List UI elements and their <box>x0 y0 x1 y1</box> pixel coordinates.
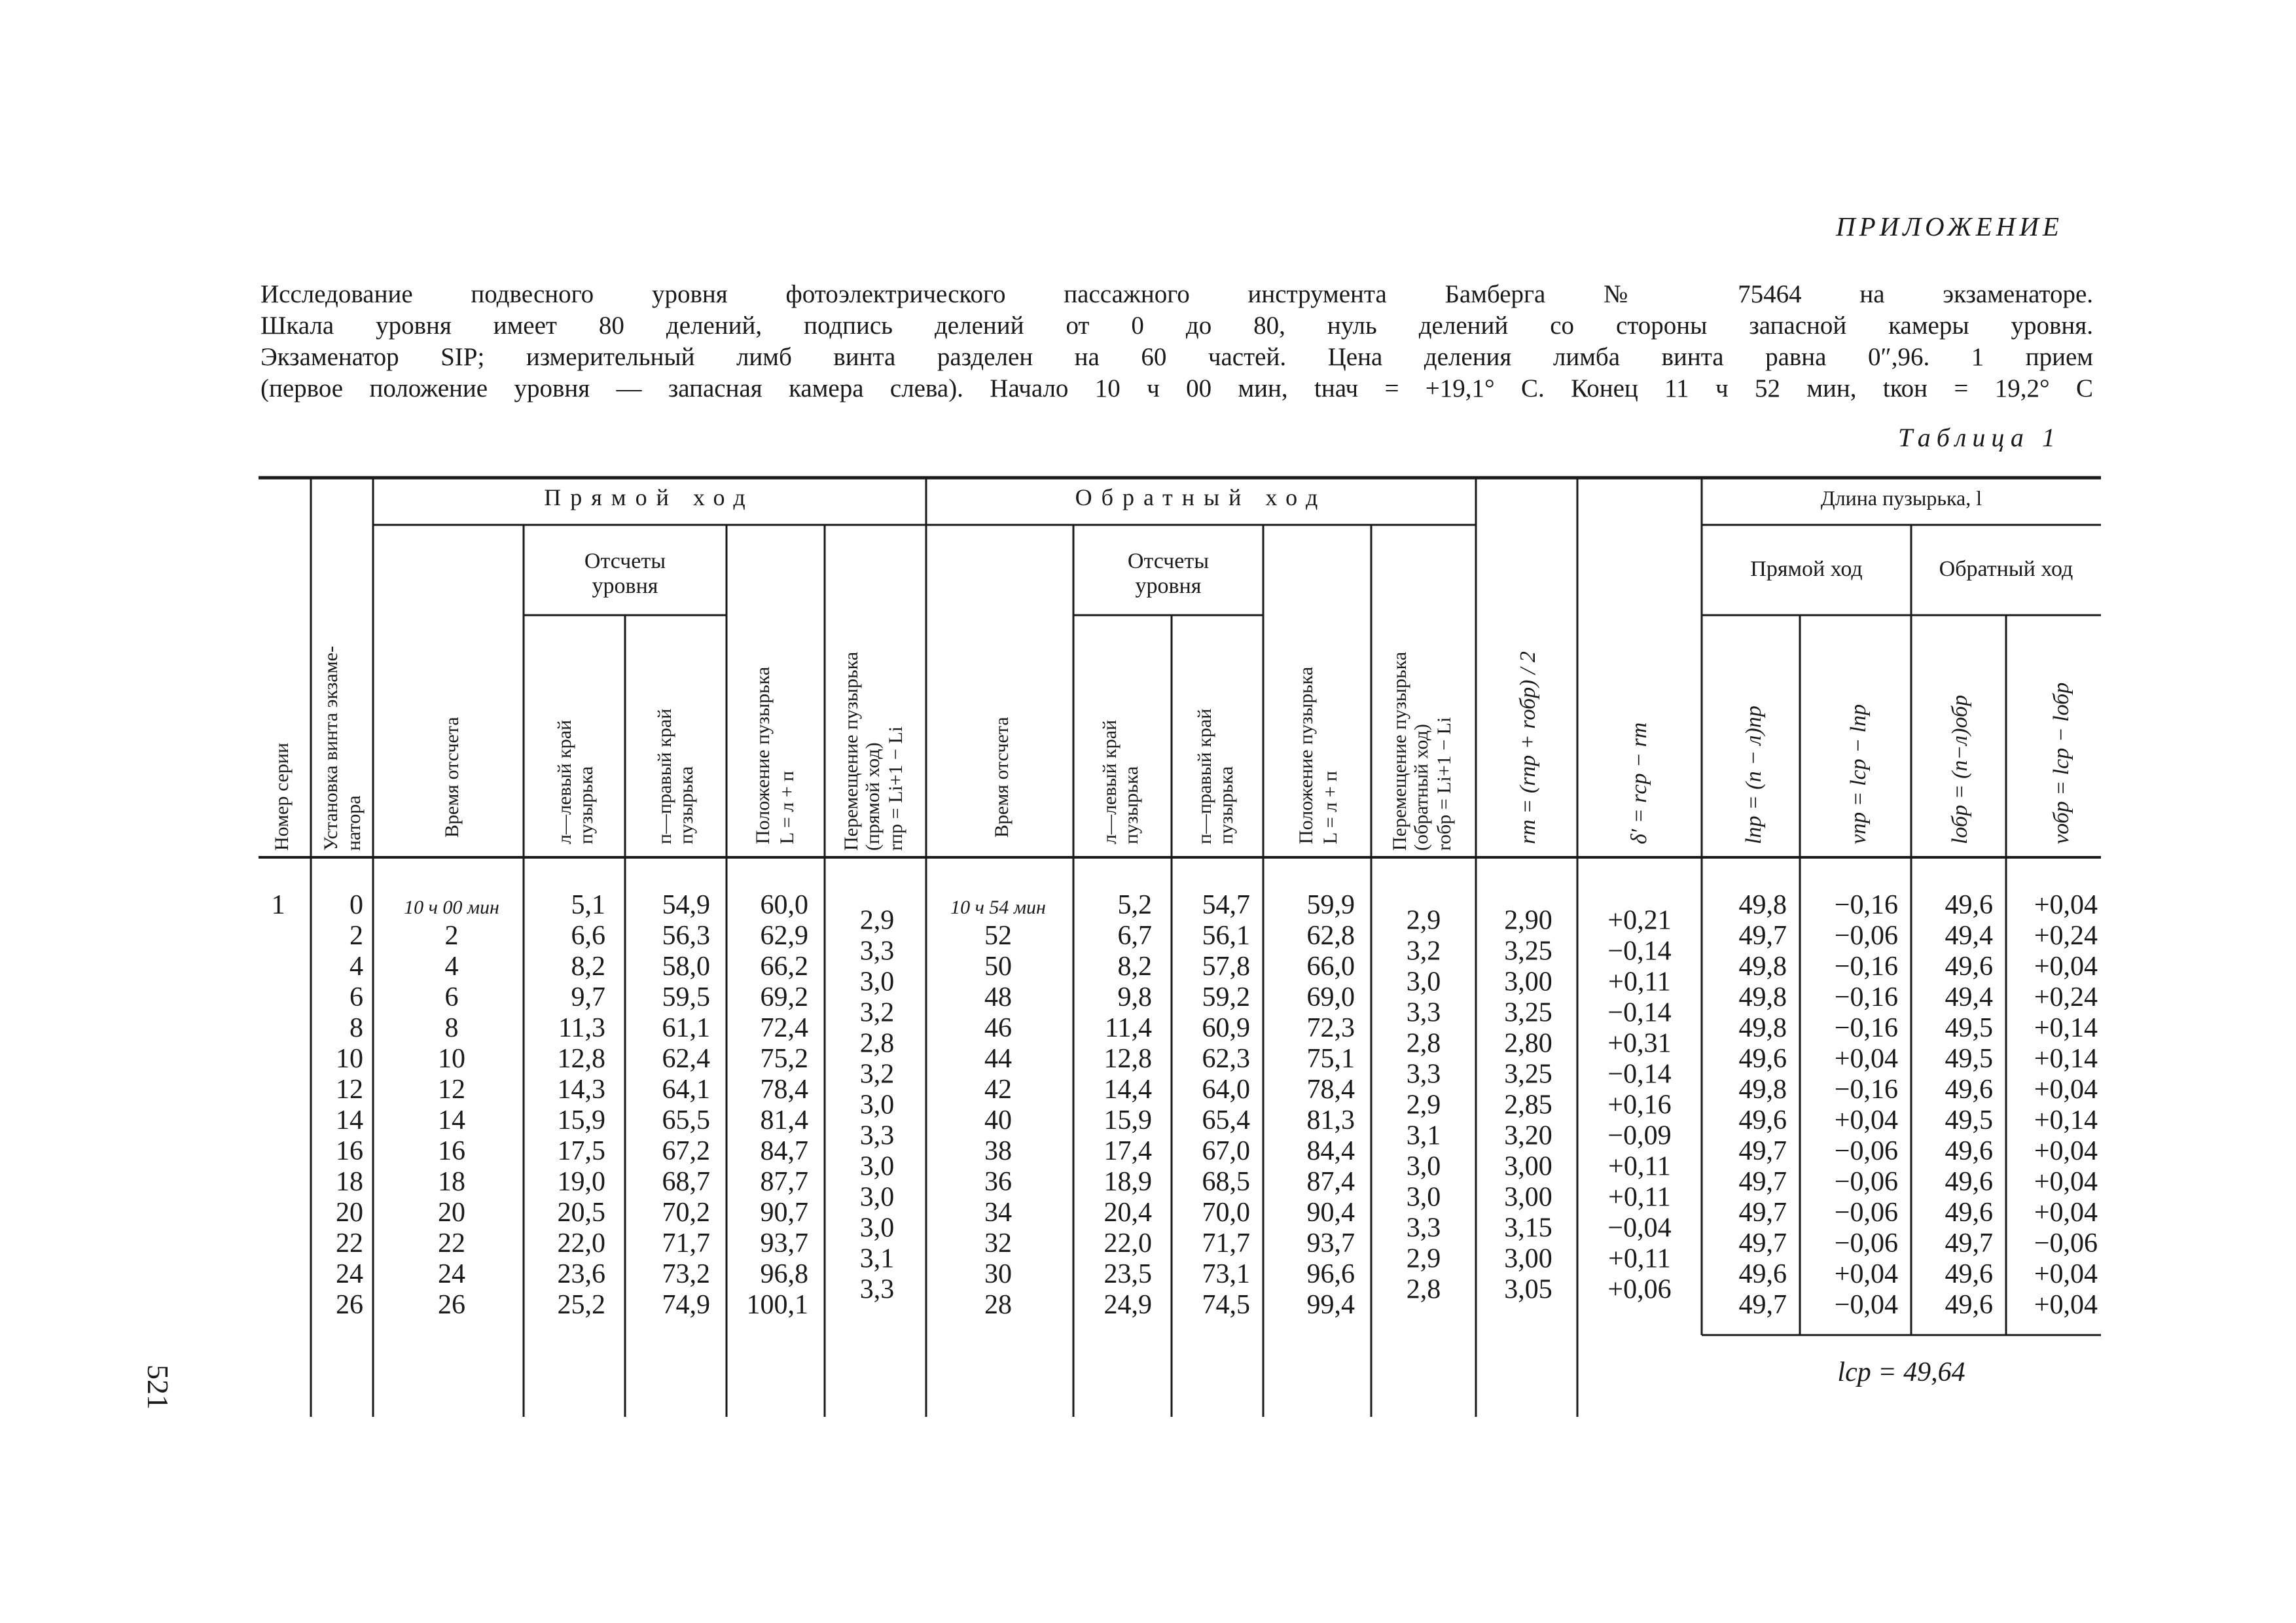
bl-reverse-header: Обратный ход <box>1939 557 2073 581</box>
left-edge-reverse-cell: 20,4 <box>1103 1198 1152 1228</box>
left-edge-reverse-cell: 6,7 <box>1117 921 1152 951</box>
right-edge-direct-cell: 62,4 <box>662 1044 710 1074</box>
time-direct-cell: 6 <box>444 982 459 1012</box>
position-direct-cell: 87,7 <box>760 1167 808 1197</box>
vobr-cell: +0,04 <box>2034 1259 2098 1289</box>
shift-direct-cell: 3,0 <box>859 1213 895 1243</box>
position-reverse-cell: 87,4 <box>1306 1167 1355 1197</box>
right-edge-reverse-cell: 71,7 <box>1202 1228 1250 1258</box>
time-reverse-cell: 50 <box>984 952 1012 982</box>
time-direct-cell: 26 <box>438 1290 465 1320</box>
vobr-cell: +0,04 <box>2034 1290 2098 1320</box>
time-direct-cell: 14 <box>438 1105 465 1135</box>
vobr-cell: +0,14 <box>2034 1013 2098 1043</box>
position-reverse-cell: 69,0 <box>1306 982 1355 1012</box>
lpr-cell: 49,7 <box>1738 921 1787 951</box>
screw-setting-cell: 16 <box>336 1136 363 1166</box>
right-edge-direct-cell: 59,5 <box>662 982 710 1012</box>
rm-cell: 2,85 <box>1504 1090 1552 1120</box>
shift-direct-cell: 3,2 <box>859 997 895 1028</box>
vpr-formula-header: vпр = lср − lпр <box>1846 704 1871 844</box>
intro-line: Шкала уровня имеет 80 делений, подпись делений от 0 до 80, нуль делений со стороны запасной камеры уровня. <box>260 312 2093 340</box>
time-direct-cell: 4 <box>444 952 459 982</box>
position-reverse-cell: 84,4 <box>1306 1136 1355 1166</box>
left-edge-direct-cell: 19,0 <box>557 1167 605 1197</box>
level-readings-header: уровня <box>1135 574 1202 598</box>
lpr-cell: 49,8 <box>1738 1013 1787 1043</box>
lpr-cell: 49,6 <box>1738 1105 1787 1135</box>
vobr-cell: +0,14 <box>2034 1044 2098 1074</box>
time-reverse-cell: 30 <box>984 1259 1012 1289</box>
right-edge-reverse-cell: 64,0 <box>1202 1075 1250 1105</box>
time-direct-cell: 20 <box>438 1198 465 1228</box>
vpr-cell: −0,06 <box>1834 1198 1898 1228</box>
lobr-cell: 49,4 <box>1945 982 1993 1012</box>
time-reverse-cell: 42 <box>984 1075 1012 1105</box>
left-edge-reverse-cell: 5,2 <box>1117 890 1152 920</box>
delta-cell: +0,31 <box>1607 1028 1672 1059</box>
shift-direct-cell: 3,0 <box>859 1090 895 1120</box>
screw-setting-cell: 22 <box>336 1228 363 1258</box>
shift-direct-cell: 3,1 <box>859 1243 895 1274</box>
level-readings-header: уровня <box>592 574 658 598</box>
lpr-cell: 49,6 <box>1738 1259 1787 1289</box>
screw-setting-cell: 4 <box>350 952 363 982</box>
rm-formula-header: rm = (rпр + rобр) / 2 <box>1516 651 1540 844</box>
left-edge-reverse-cell: 8,2 <box>1117 952 1152 982</box>
right-edge-header: пузырька <box>675 766 697 844</box>
rm-cell: 3,00 <box>1504 1151 1552 1182</box>
delta-cell: +0,11 <box>1608 1243 1671 1274</box>
left-edge-header: л—левый край <box>1099 719 1121 844</box>
position-reverse-cell: 90,4 <box>1306 1198 1355 1228</box>
screw-setting-cell: 10 <box>336 1044 363 1074</box>
right-edge-reverse-cell: 68,5 <box>1202 1167 1250 1197</box>
vpr-cell: −0,06 <box>1834 921 1898 951</box>
right-edge-reverse-cell: 74,5 <box>1202 1290 1250 1320</box>
shift-reverse-cell: 3,0 <box>1406 1182 1441 1213</box>
vobr-cell: +0,14 <box>2034 1105 2098 1135</box>
rm-cell: 3,00 <box>1504 1182 1552 1213</box>
rm-cell: 2,90 <box>1504 905 1552 936</box>
delta-cell: +0,21 <box>1607 905 1672 936</box>
lpr-cell: 49,8 <box>1738 952 1787 982</box>
position-direct-cell: 78,4 <box>760 1075 808 1105</box>
left-edge-reverse-cell: 18,9 <box>1103 1167 1152 1197</box>
right-edge-reverse-cell: 73,1 <box>1202 1259 1250 1289</box>
time-reverse-cell: 40 <box>984 1105 1012 1135</box>
time-reverse-cell: 32 <box>984 1228 1012 1258</box>
shift-direct-cell: 3,3 <box>859 936 895 967</box>
position-direct-cell: 69,2 <box>760 982 808 1012</box>
screw-setting-cell: 24 <box>336 1259 363 1289</box>
left-edge-direct-cell: 23,6 <box>557 1259 605 1289</box>
delta-cell: +0,11 <box>1608 1182 1671 1213</box>
left-edge-direct-cell: 6,6 <box>571 921 605 951</box>
rm-cell: 3,00 <box>1504 967 1552 997</box>
right-edge-direct-cell: 56,3 <box>662 921 710 951</box>
position-direct-cell: 66,2 <box>760 952 808 982</box>
delta-cell: −0,14 <box>1607 936 1672 967</box>
lobr-cell: 49,6 <box>1945 1136 1993 1166</box>
rm-cell: 2,80 <box>1504 1028 1552 1059</box>
position-reverse-cell: 93,7 <box>1306 1228 1355 1258</box>
left-edge-reverse-cell: 24,9 <box>1103 1290 1152 1320</box>
shift-reverse-cell: 2,9 <box>1406 1243 1441 1274</box>
screw-setting-cell: 20 <box>336 1198 363 1228</box>
position-header: L = л + п <box>776 770 798 844</box>
delta-cell: +0,11 <box>1608 967 1671 997</box>
screw-setting-cell: 6 <box>350 982 363 1012</box>
time-header: Время отсчета <box>991 717 1013 838</box>
position-direct-cell: 100,1 <box>746 1290 808 1320</box>
screw-setting-header: Установка винта экзаме- <box>320 646 342 851</box>
series-number: 1 <box>271 890 285 920</box>
shift-reverse-cell: 3,2 <box>1406 936 1441 967</box>
right-edge-header: п—правый край <box>1194 708 1215 844</box>
right-edge-reverse-cell: 59,2 <box>1202 982 1250 1012</box>
lobr-cell: 49,7 <box>1945 1228 1993 1258</box>
delta-cell: −0,04 <box>1607 1213 1672 1243</box>
right-edge-reverse-cell: 56,1 <box>1202 921 1250 951</box>
lobr-cell: 49,6 <box>1945 1075 1993 1105</box>
bl-direct-header: Прямой ход <box>1750 557 1863 581</box>
left-edge-direct-cell: 20,5 <box>557 1198 605 1228</box>
position-reverse-cell: 72,3 <box>1306 1013 1355 1043</box>
left-edge-direct-cell: 9,7 <box>571 982 605 1012</box>
right-edge-direct-cell: 70,2 <box>662 1198 710 1228</box>
position-direct-cell: 93,7 <box>760 1228 808 1258</box>
time-reverse-cell: 44 <box>984 1044 1012 1074</box>
position-header: Положение пузырька <box>752 666 774 844</box>
position-reverse-cell: 59,9 <box>1306 890 1355 920</box>
shift-direct-cell: 3,3 <box>859 1274 895 1305</box>
lobr-cell: 49,4 <box>1945 921 1993 951</box>
shift-reverse-cell: 3,0 <box>1406 967 1441 997</box>
level-readings-header: Отсчеты <box>1127 549 1210 573</box>
shift-direct-cell: 3,0 <box>859 1182 895 1213</box>
right-edge-direct-cell: 65,5 <box>662 1105 710 1135</box>
left-edge-header: л—левый край <box>554 719 575 844</box>
vobr-cell: +0,04 <box>2034 1167 2098 1197</box>
left-edge-direct-cell: 25,2 <box>557 1290 605 1320</box>
right-edge-reverse-cell: 60,9 <box>1202 1013 1250 1043</box>
time-direct-cell: 22 <box>438 1228 465 1258</box>
lpr-cell: 49,6 <box>1738 1044 1787 1074</box>
position-direct-cell: 72,4 <box>760 1013 808 1043</box>
left-edge-direct-cell: 11,3 <box>558 1013 605 1043</box>
right-edge-direct-cell: 73,2 <box>662 1259 710 1289</box>
left-edge-direct-cell: 17,5 <box>557 1136 605 1166</box>
table-label: Таблица 1 <box>1898 423 2061 452</box>
shift-direct-header: (прямой ход) <box>862 742 884 851</box>
left-edge-reverse-cell: 22,0 <box>1103 1228 1152 1258</box>
time-direct-cell: 24 <box>438 1259 465 1289</box>
shift-direct-cell: 3,0 <box>859 967 895 997</box>
right-edge-direct-cell: 54,9 <box>662 890 710 920</box>
screw-setting-cell: 14 <box>336 1105 363 1135</box>
delta-cell: +0,06 <box>1607 1274 1672 1305</box>
position-direct-cell: 96,8 <box>760 1259 808 1289</box>
time-reverse-cell: 46 <box>984 1013 1012 1043</box>
shift-reverse-cell: 3,3 <box>1406 1059 1441 1090</box>
right-edge-reverse-cell: 54,7 <box>1202 890 1250 920</box>
lobr-cell: 49,5 <box>1945 1013 1993 1043</box>
screw-setting-cell: 26 <box>336 1290 363 1320</box>
lobr-cell: 49,6 <box>1945 1290 1993 1320</box>
shift-reverse-header: Перемещение пузырька <box>1389 651 1410 851</box>
right-edge-reverse-cell: 65,4 <box>1202 1105 1250 1135</box>
shift-reverse-header: rобр = Li+1 − Li <box>1433 717 1455 851</box>
left-edge-direct-cell: 22,0 <box>557 1228 605 1258</box>
screw-setting-cell: 2 <box>350 921 363 951</box>
right-edge-direct-cell: 64,1 <box>662 1075 710 1105</box>
right-edge-direct-cell: 68,7 <box>662 1167 710 1197</box>
position-reverse-cell: 62,8 <box>1306 921 1355 951</box>
lobr-cell: 49,6 <box>1945 890 1993 920</box>
position-reverse-cell: 78,4 <box>1306 1075 1355 1105</box>
shift-reverse-cell: 3,1 <box>1406 1120 1441 1151</box>
table-body <box>336 890 2098 1320</box>
vpr-cell: −0,16 <box>1834 1013 1898 1043</box>
series-number-header: Номер серии <box>271 743 293 851</box>
rm-cell: 3,25 <box>1504 997 1552 1028</box>
reverse-run-header: Обратный ход <box>1075 484 1327 510</box>
left-edge-direct-cell: 15,9 <box>557 1105 605 1135</box>
lpr-cell: 49,7 <box>1738 1167 1787 1197</box>
shift-reverse-cell: 3,3 <box>1406 1213 1441 1243</box>
delta-cell: −0,14 <box>1607 997 1672 1028</box>
delta-cell: +0,11 <box>1608 1151 1671 1182</box>
vobr-cell: +0,04 <box>2034 1198 2098 1228</box>
vobr-cell: +0,04 <box>2034 1075 2098 1105</box>
direct-run-header: Прямой ход <box>544 484 755 510</box>
vpr-cell: +0,04 <box>1834 1044 1898 1074</box>
screw-setting-cell: 0 <box>350 890 363 920</box>
time-direct-cell: 10 <box>438 1044 465 1074</box>
appendix-title: ПРИЛОЖЕНИЕ <box>1836 211 2063 241</box>
lpr-cell: 49,7 <box>1738 1290 1787 1320</box>
time-header: Время отсчета <box>441 717 463 838</box>
lobr-cell: 49,5 <box>1945 1044 1993 1074</box>
shift-direct-cell: 3,0 <box>859 1151 895 1182</box>
vpr-cell: +0,04 <box>1834 1105 1898 1135</box>
time-direct-cell: 2 <box>444 921 459 951</box>
vpr-cell: −0,04 <box>1834 1290 1898 1320</box>
position-direct-cell: 84,7 <box>760 1136 808 1166</box>
lpr-cell: 49,7 <box>1738 1228 1787 1258</box>
right-edge-direct-cell: 74,9 <box>662 1290 710 1320</box>
vobr-cell: +0,04 <box>2034 952 2098 982</box>
shift-reverse-cell: 2,8 <box>1406 1274 1441 1305</box>
left-edge-reverse-cell: 15,9 <box>1103 1105 1152 1135</box>
position-direct-cell: 62,9 <box>760 921 808 951</box>
delta-cell: +0,16 <box>1607 1090 1672 1120</box>
screw-setting-cell: 12 <box>336 1075 363 1105</box>
shift-direct-header: rпр = Li+1 − Li <box>885 726 906 851</box>
lobr-cell: 49,6 <box>1945 1167 1993 1197</box>
rm-cell: 3,00 <box>1504 1243 1552 1274</box>
left-edge-reverse-cell: 11,4 <box>1105 1013 1152 1043</box>
delta-cell: −0,09 <box>1607 1120 1672 1151</box>
shift-reverse-header: (обратный ход) <box>1410 724 1432 851</box>
right-edge-direct-cell: 61,1 <box>662 1013 710 1043</box>
time-direct-cell: 18 <box>438 1167 465 1197</box>
intro-line: Экзаменатор SIP; измерительный лимб винта разделен на 60 частей. Цена деления лимба винта равна 0″,96. 1 прием <box>260 343 2093 371</box>
time-reverse-cell: 52 <box>984 921 1012 951</box>
level-readings-header: Отсчеты <box>584 549 666 573</box>
left-edge-header: пузырька <box>575 766 597 844</box>
left-edge-header: пузырька <box>1121 766 1142 844</box>
page-number: 521 <box>141 1364 175 1410</box>
time-reverse-cell: 38 <box>984 1136 1012 1166</box>
shift-direct-cell: 2,9 <box>859 905 895 936</box>
vpr-cell: −0,16 <box>1834 982 1898 1012</box>
position-direct-cell: 90,7 <box>760 1198 808 1228</box>
shift-reverse-cell: 3,3 <box>1406 997 1441 1028</box>
position-direct-cell: 60,0 <box>760 890 808 920</box>
mean-bubble-length: lср = 49,64 <box>1837 1357 1965 1387</box>
lpr-cell: 49,7 <box>1738 1198 1787 1228</box>
lobr-cell: 49,6 <box>1945 952 1993 982</box>
right-edge-reverse-cell: 67,0 <box>1202 1136 1250 1166</box>
shift-reverse-cell: 2,9 <box>1406 905 1441 936</box>
rm-cell: 3,05 <box>1504 1274 1552 1305</box>
left-edge-reverse-cell: 12,8 <box>1103 1044 1152 1074</box>
position-direct-cell: 75,2 <box>760 1044 808 1074</box>
vobr-cell: −0,06 <box>2034 1228 2098 1258</box>
shift-reverse-cell: 2,9 <box>1406 1090 1441 1120</box>
left-edge-direct-cell: 8,2 <box>571 952 605 982</box>
right-edge-reverse-cell: 62,3 <box>1202 1044 1250 1074</box>
lpr-cell: 49,8 <box>1738 982 1787 1012</box>
rm-cell: 3,25 <box>1504 936 1552 967</box>
screw-setting-cell: 8 <box>350 1013 363 1043</box>
shift-direct-header: Перемещение пузырька <box>840 651 862 851</box>
vpr-cell: +0,04 <box>1834 1259 1898 1289</box>
position-reverse-cell: 96,6 <box>1306 1259 1355 1289</box>
left-edge-direct-cell: 5,1 <box>571 890 605 920</box>
left-edge-reverse-cell: 23,5 <box>1103 1259 1152 1289</box>
position-reverse-cell: 66,0 <box>1306 952 1355 982</box>
right-edge-reverse-cell: 70,0 <box>1202 1198 1250 1228</box>
right-edge-header: пузырька <box>1215 766 1237 844</box>
position-reverse-cell: 81,3 <box>1306 1105 1355 1135</box>
time-reverse-cell: 28 <box>984 1290 1012 1320</box>
lpr-cell: 49,8 <box>1738 890 1787 920</box>
intro-line: Исследование подвесного уровня фотоэлектрического пассажного инструмента Бамберга № 75464 на экзаменаторе. <box>260 280 2093 308</box>
rm-cell: 3,20 <box>1504 1120 1552 1151</box>
shift-direct-cell: 3,3 <box>859 1120 895 1151</box>
shift-direct-cell: 3,2 <box>859 1059 895 1090</box>
vobr-cell: +0,04 <box>2034 1136 2098 1166</box>
time-direct-cell: 10 ч 00 мин <box>404 897 499 918</box>
vobr-formula-header: vобр = lср − lобр <box>2049 682 2073 844</box>
time-direct-cell: 16 <box>438 1136 465 1166</box>
vpr-cell: −0,16 <box>1834 952 1898 982</box>
lobr-formula-header: lобр = (п−л)обр <box>1948 694 1972 844</box>
delta-formula-header: δ′ = rср − rm <box>1627 722 1651 844</box>
left-edge-direct-cell: 14,3 <box>557 1075 605 1105</box>
lpr-cell: 49,8 <box>1738 1075 1787 1105</box>
shift-reverse-cell: 3,0 <box>1406 1151 1441 1182</box>
time-reverse-cell: 36 <box>984 1167 1012 1197</box>
time-reverse-cell: 10 ч 54 мин <box>950 897 1046 918</box>
vpr-cell: −0,06 <box>1834 1136 1898 1166</box>
time-reverse-cell: 48 <box>984 982 1012 1012</box>
position-header: Положение пузырька <box>1295 666 1317 844</box>
right-edge-direct-cell: 58,0 <box>662 952 710 982</box>
rm-cell: 3,15 <box>1504 1213 1552 1243</box>
screw-setting-cell: 18 <box>336 1167 363 1197</box>
position-header: L = л + п <box>1319 770 1341 844</box>
right-edge-reverse-cell: 57,8 <box>1202 952 1250 982</box>
left-edge-reverse-cell: 14,4 <box>1103 1075 1152 1105</box>
intro-line: (первое положение уровня — запасная камера слева). Начало 10 ч 00 мин, tнач = +19,1° С. Конец 11 ч 52 мин, tкон = 19,2° С <box>260 374 2093 402</box>
vpr-cell: −0,06 <box>1834 1228 1898 1258</box>
delta-cell: −0,14 <box>1607 1059 1672 1090</box>
screw-setting-header: натора <box>343 795 365 851</box>
time-direct-cell: 12 <box>438 1075 465 1105</box>
right-edge-header: п—правый край <box>654 708 675 844</box>
vpr-cell: −0,16 <box>1834 890 1898 920</box>
vobr-cell: +0,04 <box>2034 890 2098 920</box>
shift-reverse-cell: 2,8 <box>1406 1028 1441 1059</box>
right-edge-direct-cell: 67,2 <box>662 1136 710 1166</box>
position-reverse-cell: 75,1 <box>1306 1044 1355 1074</box>
vpr-cell: −0,06 <box>1834 1167 1898 1197</box>
lobr-cell: 49,6 <box>1945 1259 1993 1289</box>
rm-cell: 3,25 <box>1504 1059 1552 1090</box>
position-reverse-cell: 99,4 <box>1306 1290 1355 1320</box>
shift-direct-cell: 2,8 <box>859 1028 895 1059</box>
time-direct-cell: 8 <box>444 1013 459 1043</box>
bubble-length-header: Длина пузырька, l <box>1820 486 1982 510</box>
left-edge-reverse-cell: 17,4 <box>1103 1136 1152 1166</box>
lpr-formula-header: lпр = (п − л)пр <box>1742 705 1766 844</box>
lpr-cell: 49,7 <box>1738 1136 1787 1166</box>
table-grid <box>259 478 2101 1417</box>
lobr-cell: 49,6 <box>1945 1198 1993 1228</box>
vpr-cell: −0,16 <box>1834 1075 1898 1105</box>
vobr-cell: +0,24 <box>2034 921 2098 951</box>
time-reverse-cell: 34 <box>984 1198 1012 1228</box>
lobr-cell: 49,5 <box>1945 1105 1993 1135</box>
vobr-cell: +0,24 <box>2034 982 2098 1012</box>
left-edge-reverse-cell: 9,8 <box>1117 982 1152 1012</box>
position-direct-cell: 81,4 <box>760 1105 808 1135</box>
right-edge-direct-cell: 71,7 <box>662 1228 710 1258</box>
left-edge-direct-cell: 12,8 <box>557 1044 605 1074</box>
